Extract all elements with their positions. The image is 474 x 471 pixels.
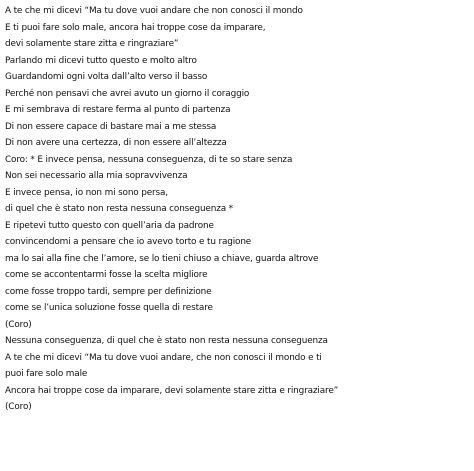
lyric-line: ma lo sai alla fine che l’amore, se lo tieni chiuso a chiave, guarda altrove — [5, 253, 319, 264]
lyric-line: devi solamente stare zitta e ringraziare” — [5, 39, 179, 49]
lyric-line: A te che mi dicevi “Ma tu dove vuoi andare, che non conosci il mondo e ti — [5, 352, 322, 363]
chorus-marker: (Coro) — [5, 319, 32, 330]
lyric-line: puoi fare solo male — [5, 369, 88, 379]
lyric-line: come se accontentarmi fosse la scelta migliore — [5, 270, 208, 280]
lyric-line: Di non avere una certezza, di non essere all’altezza — [5, 138, 227, 148]
lyric-line: Di non essere capace di bastare mai a me stessa — [5, 121, 217, 132]
lyric-line: Perché non pensavi che avrei avuto un giorno il coraggio — [5, 88, 250, 99]
lyric-line: E mi sembrava di restare ferma al punto di partenza — [5, 105, 231, 115]
lyric-line: Ancora hai troppe cose da imparare, devi solamente stare zitta e ringraziare” — [5, 385, 339, 396]
chorus-line: Coro: * E invece pensa, nessuna conseguenza, di te so stare senza — [5, 154, 293, 165]
lyric-line: E ti puoi fare solo male, ancora hai troppe cose da imparare, — [5, 22, 266, 33]
lyric-line: Parlando mi dicevi tutto questo e molto altro — [5, 55, 197, 66]
lyric-line: A te che mi dicevi “Ma tu dove vuoi andare che non conosci il mondo — [5, 6, 303, 16]
lyric-line: Nessuna conseguenza, di quel che è stato non resta nessuna conseguenza — [5, 336, 328, 346]
lyric-line: come fosse troppo tardi, sempre per definizione — [5, 286, 212, 297]
lyric-line: E ripetevi tutto questo con quell’aria da padrone — [5, 220, 214, 231]
chorus-line: E invece pensa, io non mi sono persa, — [5, 187, 168, 198]
lyric-line: convincendomi a pensare che io avevo torto e tu ragione — [5, 237, 252, 247]
chorus-line: Non sei necessario alla mia sopravvivenza — [5, 171, 188, 181]
chorus-marker: (Coro) — [5, 402, 32, 412]
chorus-line: di quel che è stato non resta nessuna conseguenza * — [5, 204, 233, 214]
lyric-line: Guardandomi ogni volta dall’alto verso il basso — [5, 72, 208, 82]
lyric-line: come se l’unica soluzione fosse quella di restare — [5, 303, 213, 313]
lyrics-text-block — [5, 3, 474, 416]
